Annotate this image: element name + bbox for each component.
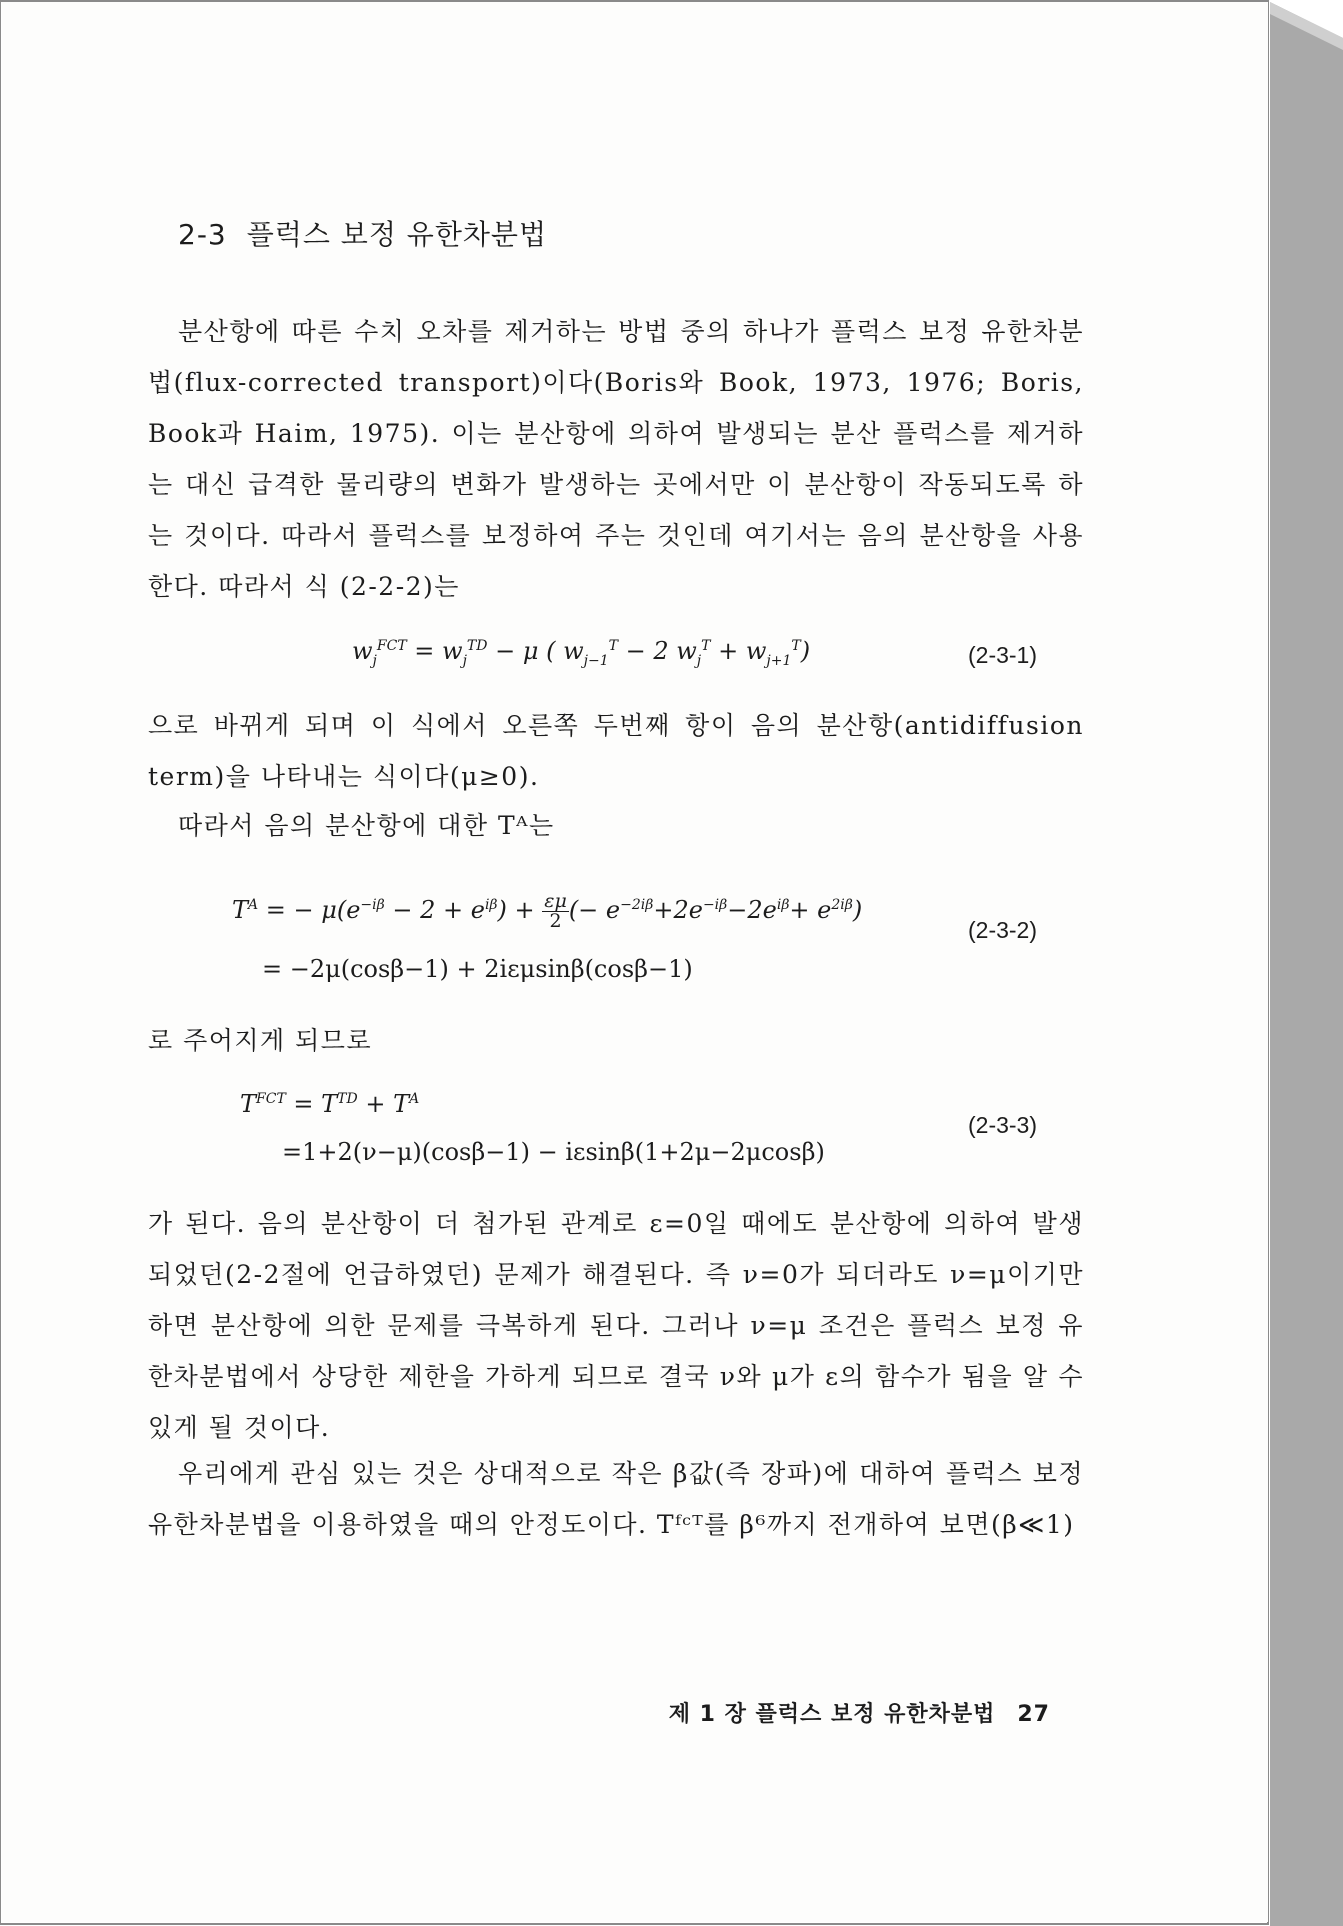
paragraph-given: 로 주어지게 되므로 [148,1026,373,1055]
equation-number-2-3-1: (2-3-1) [968,642,1038,668]
section-title: 플럭스 보정 유한차분법 [246,218,548,251]
page-number: 27 [1017,1702,1050,1727]
paragraph-antidiffusion: 으로 바뀌게 되며 이 식에서 오른쪽 두번째 항이 음의 분산항(antidiffusion term)을 나타내는 식이다(μ≥0). [148,711,1084,791]
paragraph-result: 가 된다. 음의 분산항이 더 첨가된 관계로 ε=0일 때에도 분산항에 의하여 발생되었던(2-2절에 언급하였던) 문제가 해결된다. 즉 ν=0가 되더라도 ν=μ이기만 하면 분산항에 의한 문제를 극복하게 된다. 그러나 ν=μ 조건은 플럭스 보정 유한차분법에서 상당한 제한을 가하게 되므로 결국 ν와 μ가 ε의 함수가 됨을 알 수 있게 될 것이다. [148,1209,1084,1442]
running-footer [669,1697,1050,1728]
paragraph-intro: 분산항에 따른 수치 오차를 제거하는 방법 중의 하나가 플럭스 보정 유한차분법(flux-corrected transport)이다(Boris와 Book, 1973, 1976; Boris, Book과 Haim, 1975). 이는 분산항에 의하여 발생되는 분산 플럭스를 제거하는 대신 급격한 물리량의 변화가 발생하는 곳에서만 이 분산항이 작동되도록 하는 것이다. 따라서 플럭스를 보정하여 주는 것인데 여기서는 음의 분산항을 사용한다. 따라서 식 (2-2-2)는 [148,317,1084,601]
equation-2-3-2-line2: = −2μ(cosβ−1) + 2iεμsinβ(cosβ−1) [262,955,693,983]
equation-number-2-3-2: (2-3-2) [968,917,1038,943]
footer-chapter: 제 1 장 플럭스 보정 유한차분법 [668,1702,996,1727]
paragraph-stability: 우리에게 관심 있는 것은 상대적으로 작은 β값(즉 장파)에 대하여 플럭스 보정 유한차분법을 이용하였을 때의 안정도이다. Tᶠᶜᵀ를 β⁶까지 전개하여 보면(β≪1) [148,1459,1084,1539]
section-number: 2-3 [178,218,227,251]
equation-2-3-3-line2: =1+2(ν−μ)(cosβ−1) − iεsinβ(1+2μ−2μcosβ) [282,1138,825,1166]
equation-number-2-3-3: (2-3-3) [968,1112,1038,1138]
equation-2-3-3-line1: $T^{FCT} = T^{TD} + T^A$ [240,1090,420,1118]
section-heading [178,213,547,253]
paragraph-ta-intro: 따라서 음의 분산항에 대한 Tᴬ는 [178,811,555,840]
equation-2-3-1: $w_j^{FCT} = w_j^{TD} - \mu$ ( $w_{j-1}^T - 2$ $w_j^T + w_{j+1}^T$) [352,637,811,669]
equation-2-3-2-line1: $T^A$ = − $\mu(e^{-i\beta} - 2 + e^{i\beta})$ + $\frac{\varepsilon\mu}{2}$ (− $e^{-2i\beta}+2e^{-i\beta}-2e^{i\beta}+ e^{2i\beta}$) [232,890,863,932]
